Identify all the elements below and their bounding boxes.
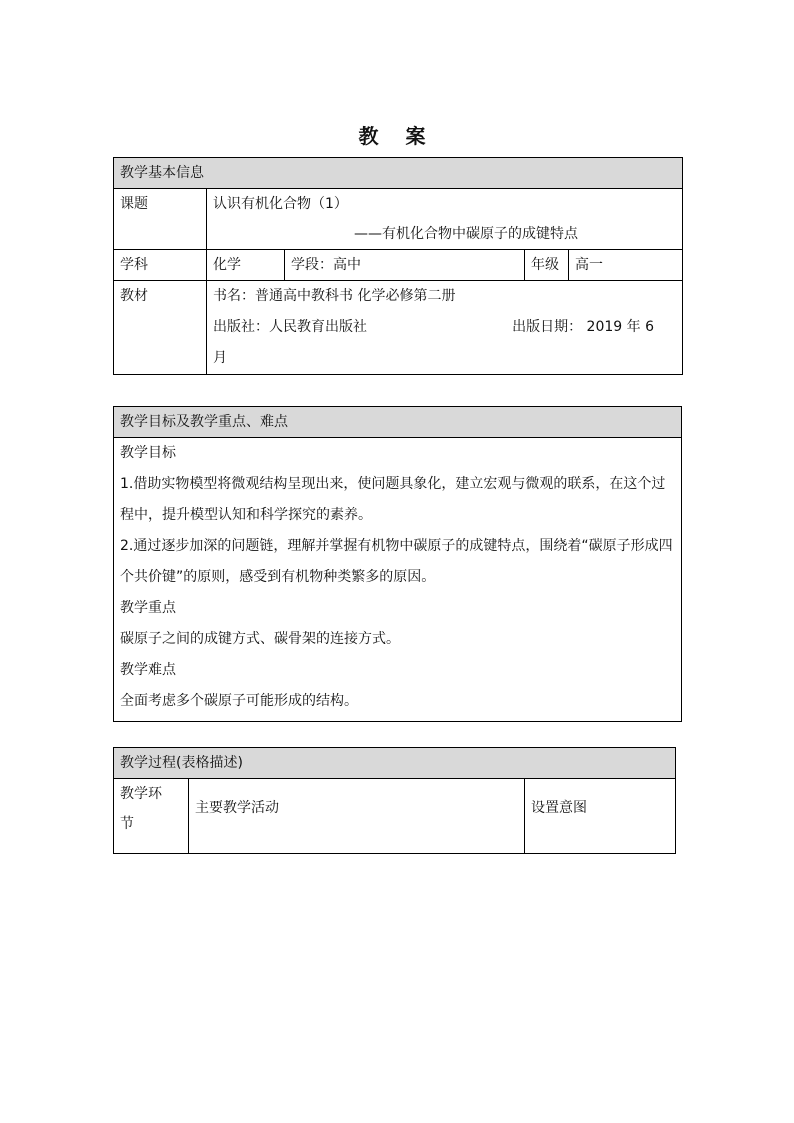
process-table — [113, 747, 676, 854]
publish-date: 出版日期： 2019 年 6 — [512, 319, 654, 335]
process-col-intent: 设置意图 — [525, 779, 676, 854]
publisher-line — [213, 312, 678, 343]
basic-info-header: 教学基本信息 — [114, 158, 683, 189]
publisher: 出版社：人民教育出版社 — [213, 319, 367, 335]
process-header: 教学过程(表格描述) — [114, 748, 676, 779]
grade-value: 高一 — [569, 250, 683, 281]
topic-label: 课题 — [114, 189, 207, 250]
grade-label: 年级 — [525, 250, 569, 281]
textbook-value — [207, 281, 683, 375]
topic-line-1: 认识有机化合物（1） — [213, 196, 348, 212]
publish-month: 月 — [213, 350, 227, 366]
key-point-title: 教学重点 — [120, 600, 176, 616]
subject-label: 学科 — [114, 250, 207, 281]
basic-info-table — [113, 157, 683, 375]
topic-value — [207, 189, 683, 250]
document-title: 教 案 — [358, 124, 436, 148]
difficulty-title: 教学难点 — [120, 662, 176, 678]
objectives-body — [114, 438, 682, 722]
topic-line-2: ——有机化合物中碳原子的成键特点 — [354, 226, 578, 242]
goal-1: 1.借助实物模型将微观结构呈现出来，使问题具象化，建立宏观与微观的联系，在这个过程中，提升模型认知和科学探究的素养。 — [120, 476, 666, 523]
difficulty-text: 全面考虑多个碳原子可能形成的结构。 — [120, 693, 358, 709]
stage-value: 学段：高中 — [285, 250, 525, 281]
subject-value: 化学 — [207, 250, 285, 281]
textbook-label: 教材 — [114, 281, 207, 375]
book-name: 书名：普通高中教科书 化学必修第二册 — [213, 288, 456, 304]
process-col-stage: 教学环节 — [114, 779, 189, 854]
goal-2: 2.通过逐步加深的问题链，理解并掌握有机物中碳原子的成键特点，围绕着“碳原子形成四个共价键”的原则，感受到有机物种类繁多的原因。 — [120, 538, 673, 585]
key-point-text: 碳原子之间的成键方式、碳骨架的连接方式。 — [120, 631, 400, 647]
objectives-header: 教学目标及教学重点、难点 — [114, 407, 682, 438]
goal-title: 教学目标 — [120, 445, 176, 461]
process-col-activity: 主要教学活动 — [189, 779, 525, 854]
objectives-table — [113, 406, 682, 722]
